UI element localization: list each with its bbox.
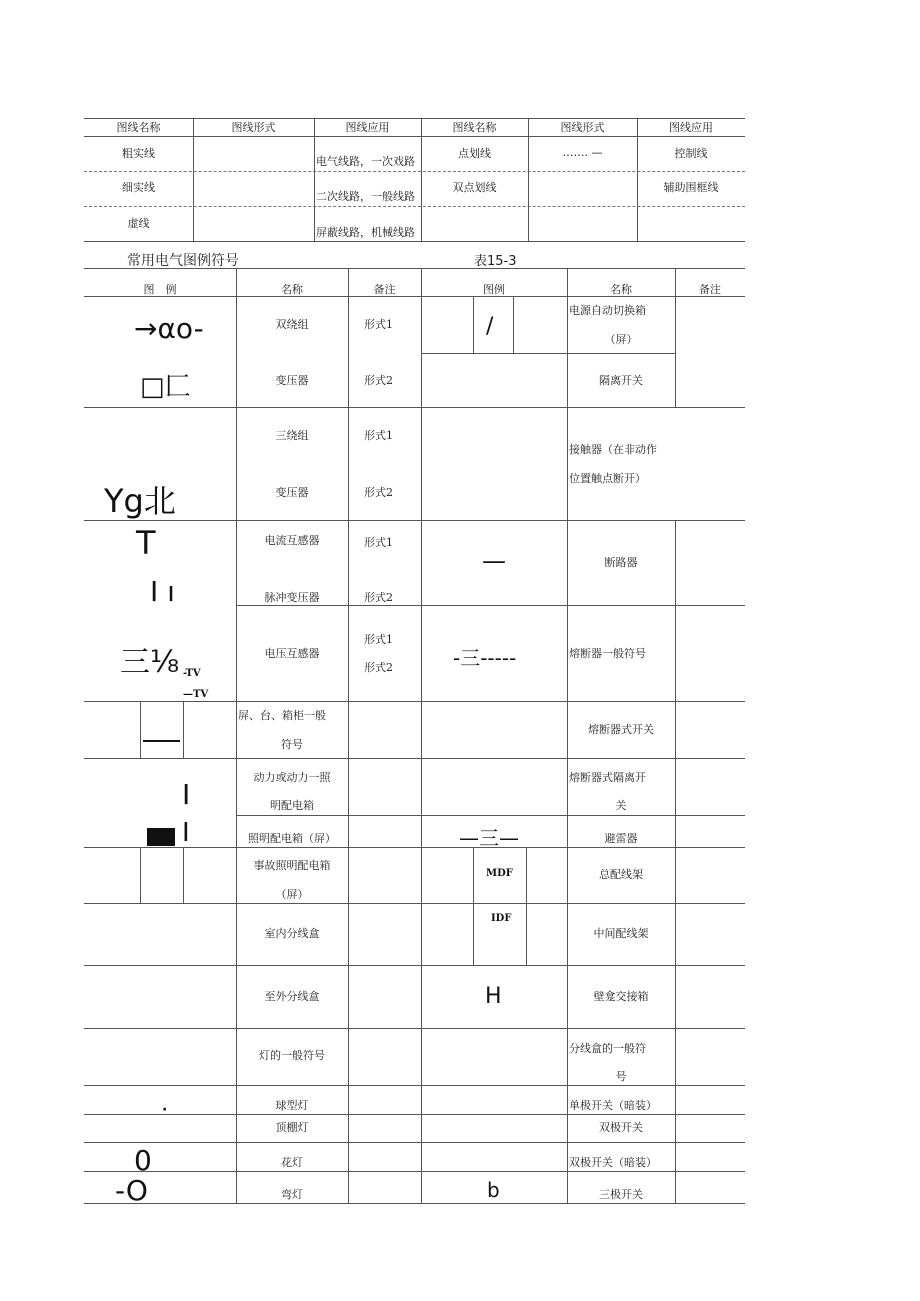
name-bent-lamp: 弯灯 [281, 1188, 303, 1201]
name-isolator: 隔离开关 [599, 374, 643, 387]
name-indoor-junction: 室内分线盒 [264, 927, 320, 940]
name-contactor: 接触器（在非动作 [569, 443, 657, 456]
name-intermediate-frame: 中间配线架 [593, 927, 649, 940]
tv-label-2: —TV [183, 689, 209, 700]
cell-dash-dot: 点划线 [458, 147, 491, 160]
bent-lamp-symbol: -O [115, 1174, 148, 1207]
name-power-distribution: 动力或动力一照 [253, 771, 331, 784]
note-form2: 形式2 [364, 486, 393, 499]
lighting-panel-filled-symbol [147, 828, 175, 846]
legend-header-symbol-2: 图例 [483, 283, 505, 296]
cell-thin-solid-use: 二次线路，一般线路 [316, 190, 415, 203]
name-breaker: 断路器 [604, 556, 638, 569]
note-form2: 形式2 [364, 591, 393, 604]
name-two-winding: 双绕组 [275, 318, 309, 331]
auto-transfer-slash-symbol: / [486, 314, 494, 339]
name-lighting-distribution: 明配电箱 [270, 799, 314, 812]
header-line-form-1: 图线形式 [231, 121, 276, 134]
cell-double-dash-dot-use: 辅助围框线 [663, 181, 719, 194]
name-current-transformer: 电流互感器 [264, 534, 320, 547]
cell-dash-dot-form: ……. — [562, 146, 603, 159]
header-line-name-1: 图线名称 [116, 121, 161, 134]
name-lighting-panel: 照明配电箱（屏） [248, 832, 336, 845]
header-line-form-2: 图线形式 [560, 121, 605, 134]
name-three-winding: 三绕组 [275, 429, 309, 442]
name-double-pole: 双极开关 [599, 1121, 643, 1134]
fuse-symbol: -三----- [453, 646, 517, 670]
cell-thin-solid: 细实线 [122, 181, 155, 194]
name-transformer: 变压器 [275, 374, 309, 387]
name-fuse-isolator-2: 关 [615, 799, 627, 812]
cell-thick-solid-use: 电气线路，一次戏路 [316, 155, 415, 168]
legend-table-number: 表15-3 [474, 254, 517, 269]
name-junction-general-2: 号 [615, 1070, 627, 1083]
name-triple-pole: 三极开关 [599, 1188, 643, 1201]
note-form1: 形式1 [364, 429, 393, 442]
note-form1: 形式1 [364, 633, 393, 646]
note-form1: 形式1 [364, 318, 393, 331]
wall-box-h-symbol: H [485, 984, 502, 1009]
name-double-pole-concealed: 双极开关（暗装） [569, 1156, 657, 1169]
cell-dashed-use: 屏蔽线路，机械线路 [316, 226, 415, 239]
name-ball-lamp: 球型灯 [275, 1099, 309, 1112]
lighting-panel-bar-symbol: I [182, 818, 190, 848]
legend-header-symbol-1: 图 例 [143, 283, 177, 296]
name-voltage-transformer: 电压互感器 [264, 647, 320, 660]
idf-label: IDF [491, 913, 512, 924]
mdf-label: MDF [486, 868, 513, 879]
legend-header-note-2: 备注 [699, 283, 721, 296]
name-single-pole-concealed: 单极开关（暗装） [569, 1099, 657, 1112]
header-line-use-1: 图线应用 [345, 121, 390, 134]
legend-title: 常用电气图例符号 [127, 253, 239, 269]
note-form2: 形式2 [364, 374, 393, 387]
name-lamp-general: 灯的一般符号 [259, 1049, 325, 1062]
name-cabinet-symbol: 符号 [281, 738, 303, 751]
pulse-transformer-symbol: I ı [150, 575, 175, 608]
cell-double-dash-dot: 双点划线 [452, 181, 497, 194]
name-auto-transfer-2: （屏） [604, 333, 638, 346]
name-ceiling-lamp: 顶棚灯 [275, 1121, 309, 1134]
transformer-form2-symbol: □匚 [140, 372, 191, 402]
distribution-box-bar-symbol: I [182, 778, 191, 811]
chandelier-symbol: 0 [134, 1144, 152, 1177]
cabinet-symbol-line [143, 740, 180, 742]
name-arrester: 避雷器 [604, 832, 638, 845]
cell-dashed: 虚线 [127, 217, 150, 230]
name-transformer: 变压器 [275, 486, 309, 499]
three-winding-transformer-symbol: Yg北 [104, 482, 176, 520]
name-outdoor-junction: 至外分线盒 [264, 990, 320, 1003]
arrester-symbol: —三— [459, 826, 519, 850]
tv-label-1: -TV [183, 668, 201, 679]
name-fuse-general: 熔断器一般符号 [569, 647, 646, 660]
name-contactor-2: 位置触点断开） [569, 472, 646, 485]
name-auto-transfer: 电源自动切换箱 [569, 304, 646, 317]
name-fuse-isolator: 熔断器式隔离开 [569, 771, 646, 784]
name-fuse-switch: 熔断器式开关 [588, 723, 654, 736]
cell-thick-solid: 粗实线 [122, 147, 155, 160]
legend-header-name-2: 名称 [610, 283, 632, 296]
name-pulse-transformer: 脉冲变压器 [264, 591, 320, 604]
name-main-distribution-frame: 总配线架 [599, 868, 643, 881]
name-emergency-panel-2: （屏） [275, 888, 309, 901]
legend-header-name-1: 名称 [281, 283, 303, 296]
triple-pole-switch-symbol: b [487, 1178, 500, 1202]
two-winding-transformer-symbol: →αo- [134, 312, 204, 345]
name-cabinet-general: 屏、台、箱柜一般 [238, 709, 326, 722]
header-line-name-2: 图线名称 [452, 121, 497, 134]
header-line-use-2: 图线应用 [669, 121, 713, 134]
breaker-symbol: — [482, 547, 506, 575]
note-form1: 形式1 [364, 536, 393, 549]
note-form2: 形式2 [364, 661, 393, 674]
cell-dash-dot-use: 控制线 [674, 147, 708, 160]
legend-header-note-1: 备注 [373, 283, 396, 296]
voltage-transformer-symbol: 三⅛ [120, 645, 180, 680]
name-junction-general: 分线盒的一般符 [569, 1042, 646, 1055]
name-wall-box: 壁龛交接箱 [593, 990, 649, 1003]
current-transformer-symbol: T [136, 524, 156, 562]
ball-lamp-dot-symbol: · [162, 1102, 168, 1118]
name-emergency-panel: 事故照明配电箱 [253, 859, 331, 872]
name-chandelier: 花灯 [281, 1156, 303, 1169]
